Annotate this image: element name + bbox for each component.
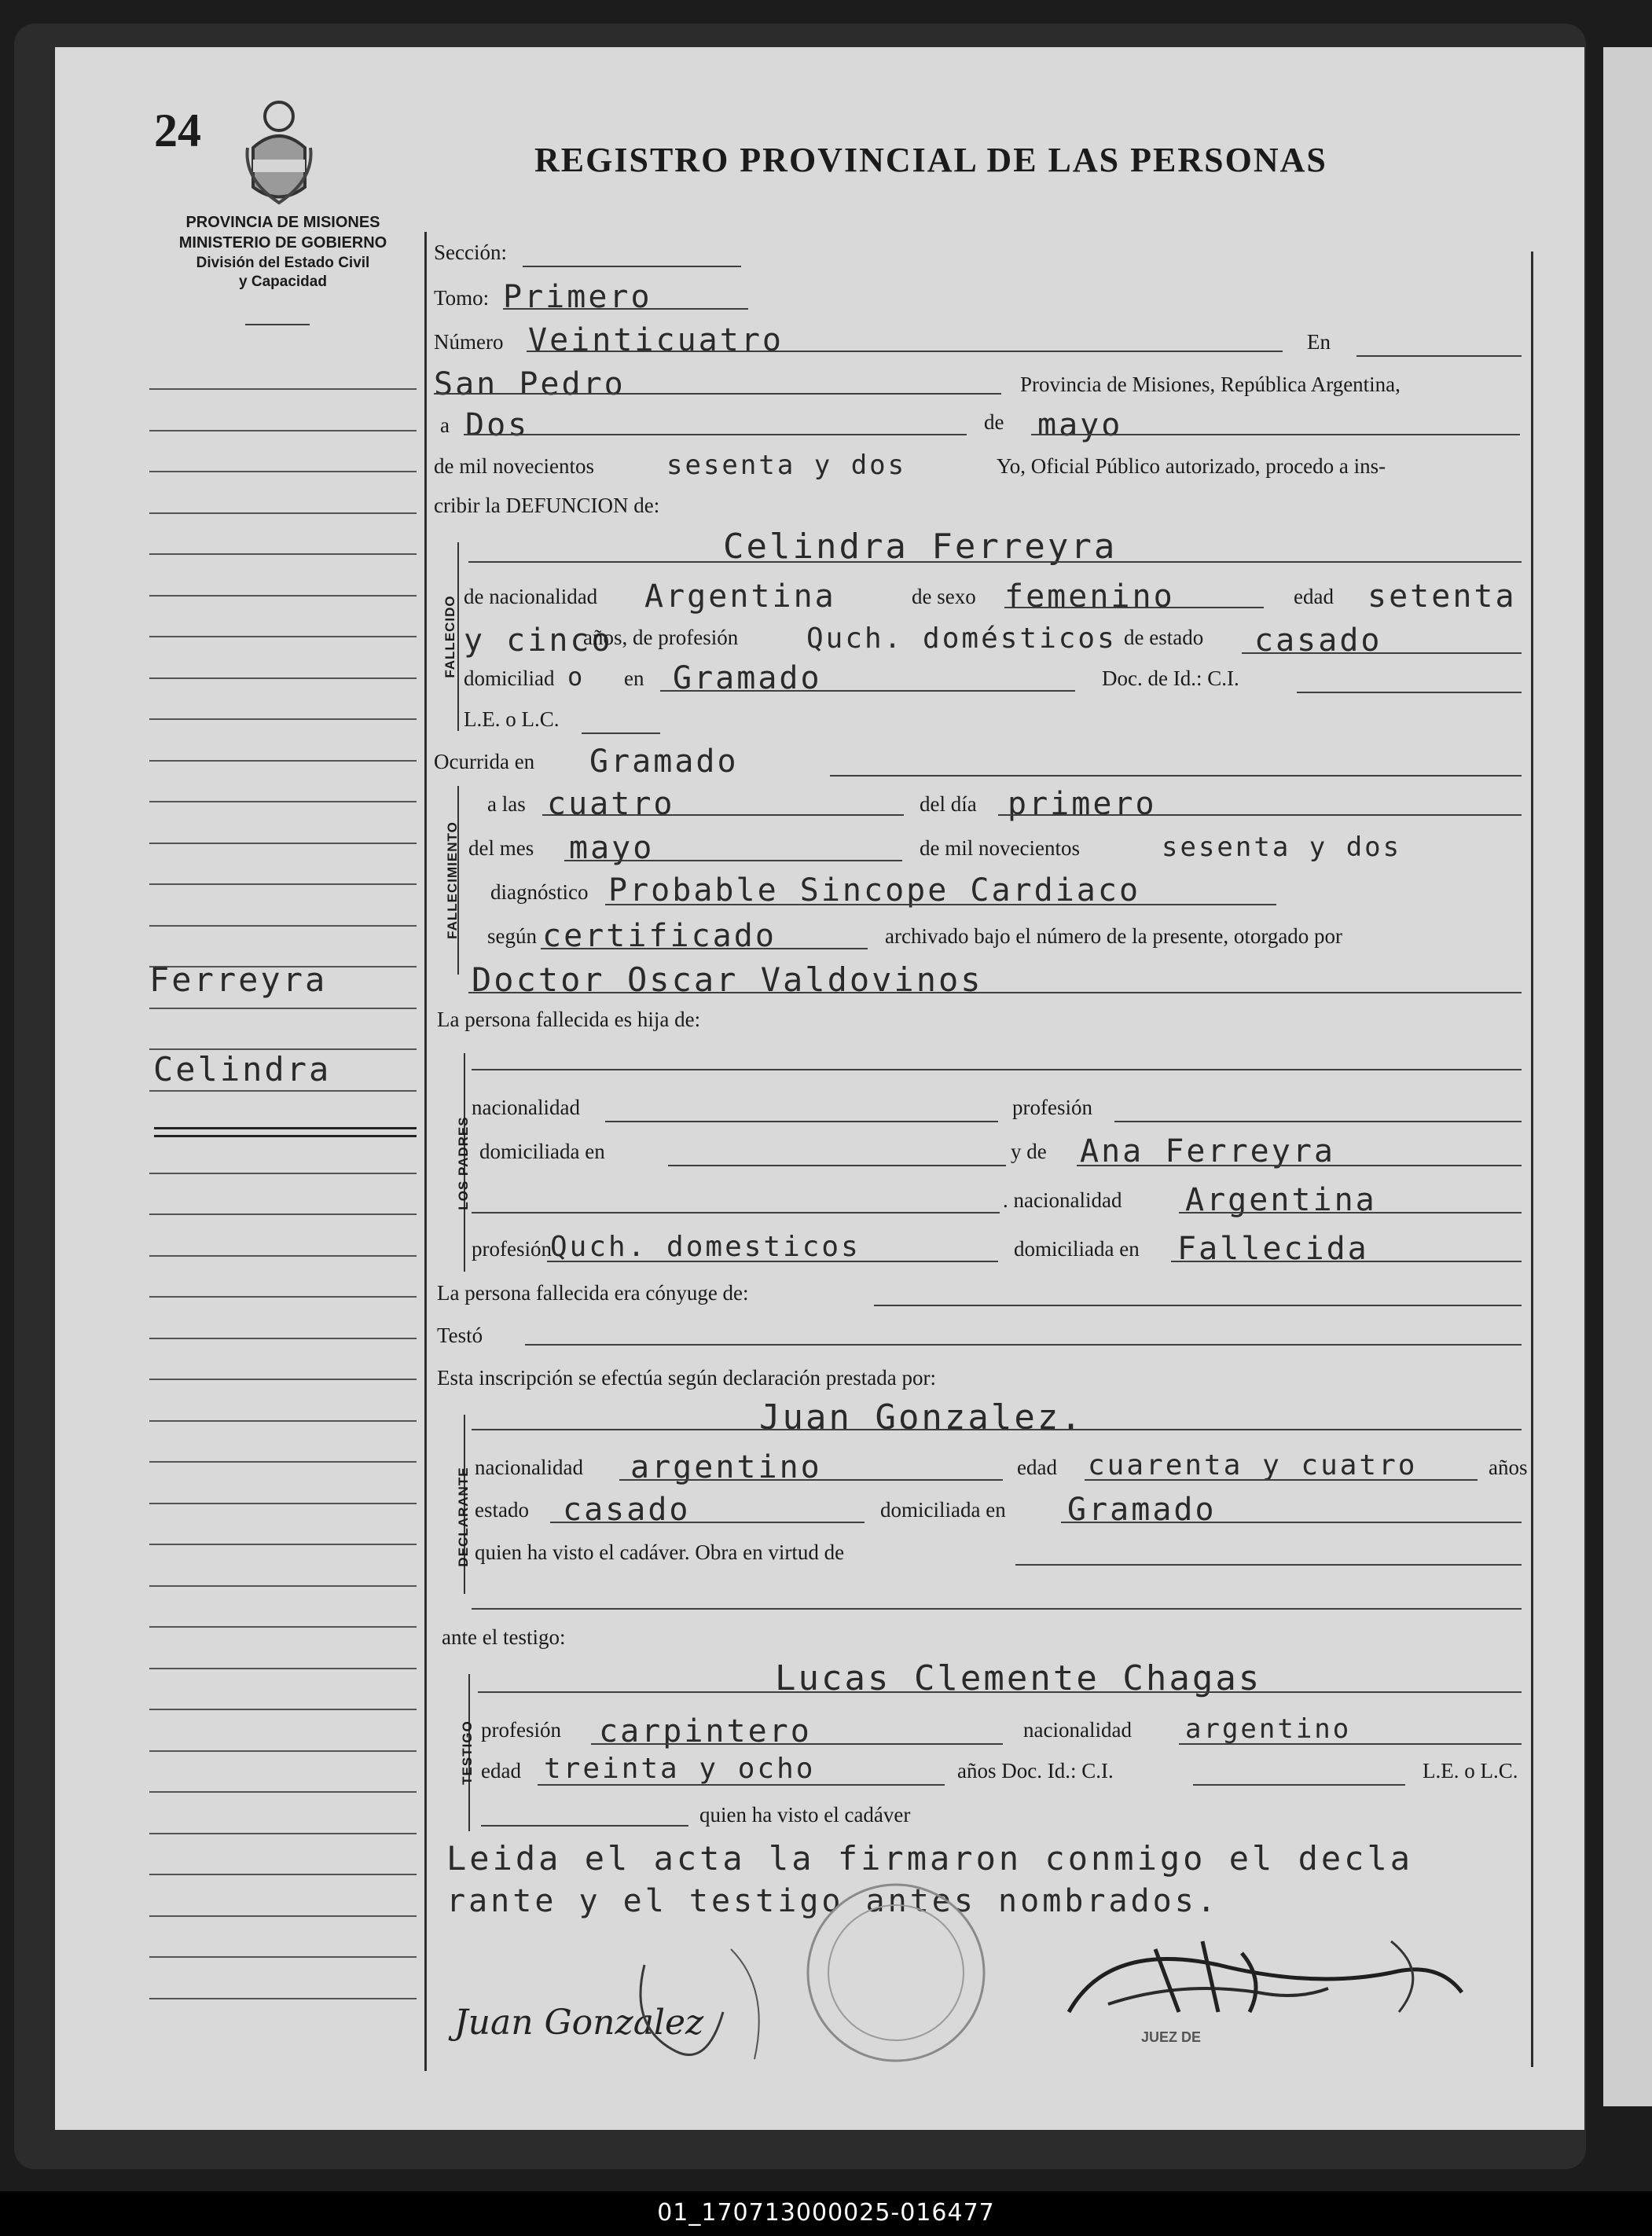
ocurrida-line — [830, 775, 1522, 777]
doctor-line — [468, 992, 1522, 993]
conyuge-line — [874, 1305, 1522, 1306]
margin-ruled-line — [149, 1833, 417, 1834]
tomo-line — [503, 308, 748, 310]
obra-line-2 — [472, 1608, 1522, 1610]
margin-ruled-line — [149, 636, 417, 637]
ci-line — [1297, 692, 1522, 693]
mes-fallec-line — [564, 860, 902, 861]
label-test-profesion: profesión — [481, 1718, 561, 1742]
field-doctor: Doctor Oscar Valdovinos — [472, 960, 983, 999]
field-decl-estado: casado — [563, 1492, 691, 1528]
domicilio-line — [660, 690, 1075, 692]
label-de-estado: de estado — [1124, 626, 1204, 649]
numero-line — [527, 351, 1283, 352]
label-le-lc: L.E. o L.C. — [464, 707, 560, 731]
label-conyuge: La persona fallecida era cónyuge de: — [437, 1281, 749, 1305]
label-quien-visto-2: quien ha visto el cadáver — [699, 1803, 911, 1827]
closing-line-2: rante y el testigo antes nombrados. — [446, 1883, 1219, 1919]
margin-ruled-line — [149, 471, 417, 472]
label-madre-domicilio: domiciliada en — [1014, 1237, 1140, 1261]
side-fallecido: FALLECIDO — [442, 595, 457, 678]
field-edad-1: setenta — [1367, 578, 1517, 615]
office-line-1: PROVINCIA DE MISIONES — [185, 214, 380, 231]
padre-nombre-line — [472, 1069, 1522, 1070]
label-madre-profesion: profesión — [472, 1237, 552, 1261]
margin-ruled-line — [149, 1461, 417, 1463]
margin-ruled-line — [149, 883, 417, 885]
decl-domicilio-line — [1061, 1522, 1522, 1523]
madre-nacionalidad-line — [1179, 1212, 1522, 1213]
margin-ruled-line — [149, 512, 417, 514]
margin-ruled-line — [149, 595, 417, 597]
label-a-las: a las — [487, 792, 526, 816]
dia-line — [464, 434, 967, 435]
next-page-edge — [1603, 47, 1652, 2106]
lugar-line — [434, 393, 1001, 395]
field-dia: Dos — [465, 407, 530, 443]
document-title: REGISTRO PROVINCIAL DE LAS PERSONAS — [534, 141, 1327, 179]
margin-ruled-line — [149, 1956, 417, 1958]
signature-declarante: Juan Gonzalez — [454, 2003, 704, 2043]
label-provincia: Provincia de Misiones, República Argentina, — [1020, 373, 1401, 396]
madre-profesion-line — [547, 1261, 998, 1262]
margin-ruled-line — [149, 1998, 417, 1999]
en-line — [1356, 355, 1522, 357]
field-mes: mayo — [1037, 407, 1123, 443]
field-certificado: certificado — [542, 918, 776, 954]
field-test-nacionalidad: argentino — [1185, 1713, 1352, 1745]
office-line-3: División del Estado Civil — [196, 255, 370, 271]
padre-profesion-line — [1114, 1121, 1522, 1122]
decl-edad-line — [1085, 1479, 1478, 1481]
margin-double-rule-2 — [154, 1135, 417, 1137]
label-domiciliad: domiciliad — [464, 666, 555, 690]
label-decl-domicilio: domiciliada en — [880, 1498, 1006, 1522]
side-fallecimiento: FALLECIMIENTO — [445, 821, 460, 939]
field-dia-fallec: primero — [1008, 786, 1157, 822]
margin-surname: Ferreyra — [149, 960, 328, 999]
label-decl-nacionalidad: nacionalidad — [475, 1456, 583, 1479]
label-quien-visto: quien ha visto el cadáver. Obra en virtud de — [475, 1540, 845, 1564]
field-domiciliado-suffix: o — [567, 662, 586, 692]
label-seccion: Sección: — [434, 240, 507, 264]
footer-code: 01_170713000025-016477 — [657, 2199, 995, 2227]
label-test-le-lc: L.E. o L.C. — [1423, 1759, 1518, 1783]
margin-ruled-line — [149, 1090, 417, 1092]
sexo-line — [1004, 607, 1264, 608]
dia-fallec-line — [998, 814, 1522, 816]
margin-ruled-line — [149, 718, 417, 720]
margin-ruled-line — [149, 388, 417, 390]
coat-of-arms-icon — [244, 93, 314, 211]
field-test-edad: treinta y ocho — [544, 1753, 816, 1785]
margin-ruled-line — [149, 1503, 417, 1504]
label-en: En — [1307, 330, 1331, 354]
margin-ruled-line — [149, 1668, 417, 1669]
padre-nacionalidad-line — [605, 1121, 998, 1122]
margin-ruled-line — [149, 801, 417, 802]
nombre-line — [468, 561, 1522, 563]
label-diagnostico: diagnóstico — [490, 880, 589, 904]
margin-ruled-line — [149, 1874, 417, 1875]
label-inscripcion: Esta inscripción se efectúa según declaración prestada por: — [437, 1366, 936, 1390]
label-decl-estado: estado — [475, 1498, 529, 1522]
margin-ruled-line — [149, 1379, 417, 1380]
margin-ruled-line — [149, 925, 417, 927]
estado-line — [1242, 652, 1522, 654]
field-lugar: San Pedro — [434, 366, 626, 402]
signature-juez — [1061, 1918, 1470, 2059]
margin-ruled-line — [149, 1213, 417, 1215]
seccion-line — [523, 266, 741, 267]
test-ci-line — [1193, 1784, 1405, 1786]
field-diagnostico: Probable Sincope Cardiaco — [608, 872, 1141, 909]
field-decl-nacionalidad: argentino — [630, 1449, 822, 1485]
field-testigo: Lucas Clemente Chagas — [775, 1658, 1262, 1698]
label-cribir: cribir la DEFUNCION de: — [434, 494, 660, 517]
field-hora: cuatro — [547, 786, 675, 822]
label-test-edad: edad — [481, 1759, 521, 1783]
label-padre-profesion: profesión — [1012, 1096, 1092, 1119]
label-hija-de: La persona fallecida es hija de: — [437, 1008, 701, 1031]
page-number: 24 — [154, 105, 201, 156]
label-ante-testigo: ante el testigo: — [442, 1625, 566, 1649]
field-tomo: Primero — [503, 279, 652, 315]
label-decl-anos: años — [1489, 1456, 1528, 1479]
field-domicilio: Gramado — [673, 660, 822, 696]
label-segun: según — [487, 924, 537, 948]
margin-ruled-line — [149, 1173, 417, 1174]
side-declarante: DECLARANTE — [456, 1467, 471, 1567]
margin-ruled-line — [149, 430, 417, 431]
margin-ruled-line — [149, 1626, 417, 1628]
test-edad-line — [538, 1784, 945, 1786]
padre-domicilio-line — [668, 1165, 1006, 1166]
margin-ruled-line — [149, 1791, 417, 1793]
field-decl-domicilio: Gramado — [1067, 1492, 1217, 1528]
label-en-domicilio: en — [624, 666, 644, 690]
office-underline — [245, 324, 310, 325]
field-nombre: Celindra Ferreyra — [723, 527, 1118, 567]
margin-ruled-line — [149, 1544, 417, 1545]
side-testigo: TESTIGO — [460, 1720, 475, 1785]
margin-ruled-line — [149, 1915, 417, 1917]
label-ocurrida: Ocurrida en — [434, 750, 535, 773]
margin-ruled-line — [149, 1296, 417, 1298]
label-a: a — [440, 413, 450, 437]
field-madre-nacionalidad: Argentina — [1185, 1182, 1377, 1218]
label-edad: edad — [1294, 585, 1334, 608]
field-ocurrida: Gramado — [589, 743, 739, 780]
label-testo: Testó — [437, 1324, 483, 1347]
form-left-border — [424, 232, 427, 2071]
office-line-4: y Capacidad — [239, 274, 327, 290]
label-de-mil: de mil novecientos — [434, 454, 594, 478]
label-sexo: de sexo — [912, 585, 976, 608]
madre-domicilio-line — [1171, 1261, 1522, 1262]
label-de: de — [984, 410, 1004, 434]
hora-line — [542, 814, 904, 816]
margin-ruled-line — [149, 1750, 417, 1752]
field-declarante: Juan Gonzalez. — [759, 1397, 1084, 1437]
margin-given-name: Celindra — [153, 1050, 332, 1089]
margin-ruled-line — [149, 760, 417, 762]
decl-estado-line — [550, 1522, 865, 1523]
label-del-mes: del mes — [468, 836, 534, 860]
field-test-profesion: carpintero — [599, 1713, 812, 1750]
office-line-2: MINISTERIO DE GOBIERNO — [178, 234, 387, 252]
field-decl-edad: cuarenta y cuatro — [1088, 1449, 1418, 1481]
le-lc-line — [582, 732, 660, 734]
margin-ruled-line — [149, 1420, 417, 1422]
official-stamp-circle — [794, 1871, 998, 2075]
field-anio: sesenta y dos — [666, 450, 907, 481]
label-tomo: Tomo: — [434, 286, 490, 310]
field-mes-fallec: mayo — [569, 830, 655, 866]
closing-line-1: Leida el acta la firmaron conmigo el decla — [446, 1839, 1414, 1878]
mes-line — [1031, 434, 1520, 435]
label-anos-profesion: años, de profesión — [583, 626, 739, 649]
obra-line — [1015, 1564, 1522, 1566]
label-padre-domicilio: domiciliada en — [479, 1140, 605, 1163]
field-anio-fallec: sesenta y dos — [1162, 832, 1402, 863]
margin-ruled-line — [149, 1255, 417, 1257]
signature-testigo-mark — [613, 1918, 817, 2091]
label-nacionalidad-fallecido: de nacionalidad — [464, 585, 598, 608]
label-madre-nacionalidad: . nacionalidad — [1003, 1188, 1122, 1212]
field-nacionalidad: Argentina — [644, 578, 836, 615]
label-test-nacionalidad: nacionalidad — [1023, 1718, 1132, 1742]
testo-line — [525, 1344, 1522, 1346]
field-numero: Veinticuatro — [528, 322, 784, 358]
madre-line — [1077, 1165, 1522, 1166]
label-doc-id: Doc. de Id.: C.I. — [1102, 666, 1239, 690]
certificado-line — [541, 948, 868, 949]
margin-ruled-line — [149, 1709, 417, 1710]
label-del-dia: del día — [920, 792, 977, 816]
test-profesion-line — [591, 1743, 1003, 1745]
padres-blank-line — [472, 1212, 1000, 1213]
field-madre: Ana Ferreyra — [1080, 1133, 1335, 1169]
form-right-border — [1531, 252, 1533, 2067]
label-y-de: y de — [1011, 1140, 1047, 1163]
testigo-line — [478, 1691, 1522, 1693]
test-blank-line — [481, 1825, 688, 1827]
label-decl-edad: edad — [1017, 1456, 1057, 1479]
diagnostico-line — [605, 904, 1276, 905]
margin-ruled-line — [149, 843, 417, 844]
label-archivado: archivado bajo el número de la presente, otorgado por — [885, 924, 1343, 948]
margin-ruled-line — [149, 1008, 417, 1009]
margin-ruled-line — [149, 553, 417, 555]
decl-nacionalidad-line — [619, 1479, 1003, 1481]
label-de-mil-nov: de mil novecientos — [920, 836, 1080, 860]
field-madre-profesion: Quch. domesticos — [550, 1231, 861, 1263]
field-profesion: Quch. domésticos — [806, 622, 1117, 655]
label-yo-oficial: Yo, Oficial Público autorizado, procedo a ins- — [997, 454, 1386, 478]
margin-ruled-line — [149, 1585, 417, 1587]
margin-ruled-line — [149, 1338, 417, 1339]
field-edad-2: y cinco — [464, 622, 613, 659]
declarante-line — [472, 1429, 1522, 1430]
field-madre-domicilio: Fallecida — [1177, 1231, 1369, 1267]
label-numero: Número — [434, 330, 504, 354]
margin-ruled-line — [149, 677, 417, 679]
label-test-anos-doc: años Doc. Id.: C.I. — [957, 1759, 1114, 1783]
label-padre-nacionalidad: nacionalidad — [472, 1096, 580, 1119]
field-sexo: femenino — [1004, 578, 1175, 615]
field-estado: casado — [1254, 622, 1382, 659]
side-padres: LOS PADRES — [456, 1116, 471, 1210]
margin-double-rule-1 — [154, 1127, 417, 1129]
test-nacionalidad-line — [1179, 1743, 1522, 1745]
stamp-text: JUEZ DE — [1141, 2029, 1202, 2045]
